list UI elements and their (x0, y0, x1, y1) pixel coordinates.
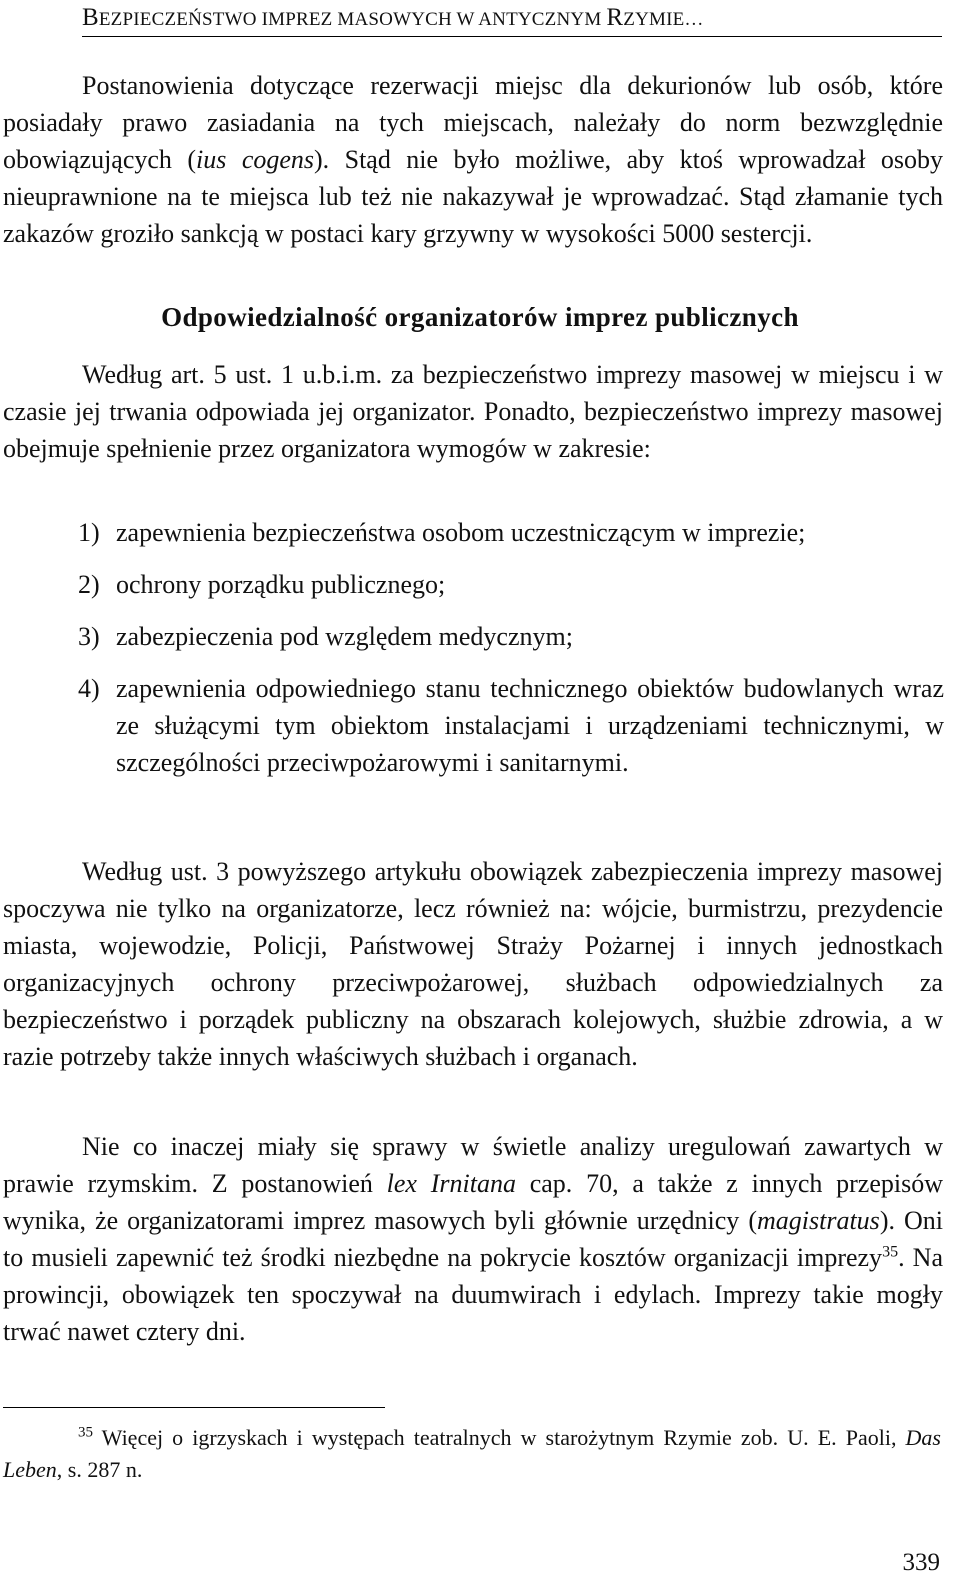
paragraph-text: ). Stąd nie było możliwe, aby ktoś wprowadzał osoby nieuprawnione na te miejsca lub też nie nakazywał je wprowadzać. Stąd złamanie tych zakazów groziło sankcją w postaci kary grzywny w wysokości 5000 sestercji. (3, 145, 943, 248)
footnote-text: Więcej o igrzyskach i występach teatralnych w starożytnym Rzymie zob. U. E. Paoli, (93, 1425, 906, 1450)
italic-term: magistratus (757, 1206, 880, 1235)
list-number: 4) (78, 674, 100, 703)
requirements-list (78, 514, 944, 796)
paragraph-text: cap. 70, a także z innych przepisów wynika, że organizatorami imprez masowych byli głównie urzędnicy ( (3, 1169, 944, 1235)
paragraph-text: . Na prowincji, obowiązek ten spoczywał na duumwirach i edylach. Imprezy takie mogły trwać nawet cztery dni. (3, 1243, 943, 1346)
section-heading: Odpowiedzialność organizatorów imprez publicznych (161, 302, 799, 332)
paragraph-4 (3, 1128, 943, 1350)
italic-term: ius cogens (196, 145, 315, 174)
header-text: ZYMIE… (623, 9, 704, 30)
footnote (3, 1422, 941, 1486)
list-text: ochrony porządku publicznego; (116, 570, 446, 599)
list-item (78, 566, 944, 603)
list-number: 1) (78, 518, 100, 547)
header-capital: R (606, 4, 624, 31)
list-text: zapewnienia odpowiedniego stanu technicznego obiektów budowlanych wraz ze służącymi tym obiektom instalacjami i urządzeniami technicznymi, w szczególności przeciwpożarowymi i sanitarnymi. (116, 674, 944, 777)
page-number: 339 (902, 1549, 940, 1576)
list-item (78, 618, 944, 655)
list-number: 2) (78, 570, 100, 599)
italic-term: lex Irnitana (386, 1169, 516, 1198)
paragraph-3 (3, 853, 943, 1075)
footnote-separator (3, 1407, 385, 1408)
list-text: zapewnienia bezpieczeństwa osobom uczestniczącym w imprezie; (116, 518, 806, 547)
footnote-reference: 35 (882, 1243, 899, 1261)
running-header (82, 4, 942, 37)
paragraph-text: Według ust. 3 powyższego artykułu obowiązek zabezpieczenia imprezy masowej spoczywa nie tylko na organizatorze, lecz również na: wójcie, burmistrzu, prezydencie miasta, wojewodzie, Policji, Państwowej Straży Pożarnej i innych jednostkach organizacyjnych ochrony przeciwpożarowej, służbach odpowiedzialnych za bezpieczeństwo i porządek publiczny na obszarach kolejowych, służbie zdrowia, a w razie potrzeby także innych właściwych służbach i organach. (3, 857, 943, 1071)
list-number: 3) (78, 622, 100, 651)
footnote-number: 35 (78, 1424, 93, 1441)
list-text: zabezpieczenia pod względem medycznym; (116, 622, 573, 651)
footnote-text: , s. 287 n. (56, 1457, 143, 1482)
paragraph-text: Nie co inaczej miały się sprawy w świetle analizy uregulowań zawartych w prawie rzymskim. Z postanowień (3, 1132, 943, 1198)
list-item (78, 670, 944, 781)
paragraph-2 (3, 356, 943, 467)
paragraph-1 (3, 67, 943, 252)
paragraph-text: Postanowienia dotyczące rezerwacji miejsc dla dekurionów lub osób, które posiadały prawo zasiadania na tych miejscach, należały do norm bezwzględnie obowiązujących ( (3, 71, 943, 174)
paragraph-text: ). Oni to musieli zapewnić też środki niezbędne na pokrycie kosztów organizacji imprezy (3, 1206, 943, 1272)
header-text: EZPIECZEŃSTWO IMPREZ MASOWYCH W ANTYCZNYM (98, 9, 607, 30)
list-item (78, 514, 944, 551)
header-capital: B (82, 4, 99, 31)
italic-title: Das Leben (3, 1425, 941, 1482)
paragraph-text: Według art. 5 ust. 1 u.b.i.m. za bezpieczeństwo imprezy masowej w miejscu i w czasie jej trwania odpowiada jej organizator. Ponadto, bezpieczeństwo imprezy masowej obejmuje spełnienie przez organizatora wymogów w zakresie: (3, 360, 943, 463)
